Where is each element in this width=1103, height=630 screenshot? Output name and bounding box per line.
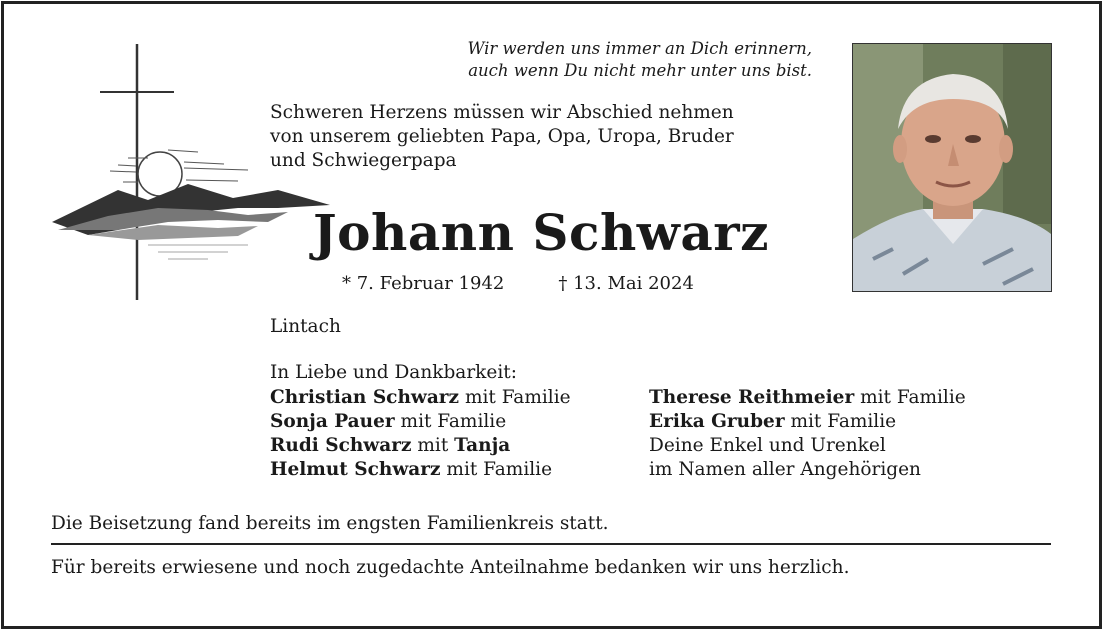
life-dates xyxy=(342,272,694,296)
thanks-heading: In Liebe und Dankbarkeit: xyxy=(270,362,517,383)
intro-text xyxy=(270,101,812,173)
burial-note: Die Beisetzung fand bereits im engsten Familienkreis statt. xyxy=(51,513,609,534)
mourners-right-column xyxy=(649,386,966,482)
mourner-entry xyxy=(649,434,966,458)
intro-line: und Schwiegerpapa xyxy=(270,150,457,171)
intro-line: Schweren Herzens müssen wir Abschied nehmen xyxy=(270,102,734,123)
mourner-partner-name: Tanja xyxy=(454,435,511,456)
mourner-suffix: mit Familie xyxy=(784,411,897,432)
mourner-suffix: mit Familie xyxy=(440,459,553,480)
memorial-quote xyxy=(467,38,812,82)
quote-line: Wir werden uns immer an Dich erinnern, xyxy=(467,39,812,58)
mourner-suffix: mit Familie xyxy=(394,411,507,432)
closing-note: Für bereits erwiesene und noch zugedachte Anteilnahme bedanken wir uns herzlich. xyxy=(51,557,850,578)
mourners-left-column xyxy=(270,386,571,482)
quote-line: auch wenn Du nicht mehr unter uns bist. xyxy=(468,61,812,80)
place-name: Lintach xyxy=(270,316,341,337)
mourner-suffix: mit Familie xyxy=(459,387,571,408)
mourner-text: Deine Enkel und Urenkel xyxy=(649,435,886,456)
mourner-entry xyxy=(270,458,571,482)
mourner-entry xyxy=(649,458,966,482)
deceased-name: Johann Schwarz xyxy=(313,203,769,262)
divider-line xyxy=(51,543,1051,545)
mourner-name: Therese Reithmeier xyxy=(649,387,855,408)
mourner-text: im Namen aller Angehörigen xyxy=(649,459,921,480)
mourner-entry xyxy=(649,410,966,434)
mourner-entry xyxy=(270,410,571,434)
mourner-name: Christian Schwarz xyxy=(270,387,460,408)
mourner-name: Rudi Schwarz xyxy=(270,435,412,456)
mourner-suffix: mit Familie xyxy=(854,387,966,408)
mourner-name: Erika Gruber xyxy=(649,411,785,432)
mourner-suffix: mit xyxy=(411,435,455,456)
mourner-name: Helmut Schwarz xyxy=(270,459,441,480)
mourner-name: Sonja Pauer xyxy=(270,411,395,432)
mourner-entry xyxy=(270,434,571,458)
mourner-entry xyxy=(649,386,966,410)
mourner-entry xyxy=(270,386,571,410)
death-date: † 13. Mai 2024 xyxy=(558,273,694,294)
intro-line: von unserem geliebten Papa, Opa, Uropa, Bruder xyxy=(270,126,734,147)
birth-date: * 7. Februar 1942 xyxy=(342,273,505,294)
portrait-photo xyxy=(852,43,1052,292)
